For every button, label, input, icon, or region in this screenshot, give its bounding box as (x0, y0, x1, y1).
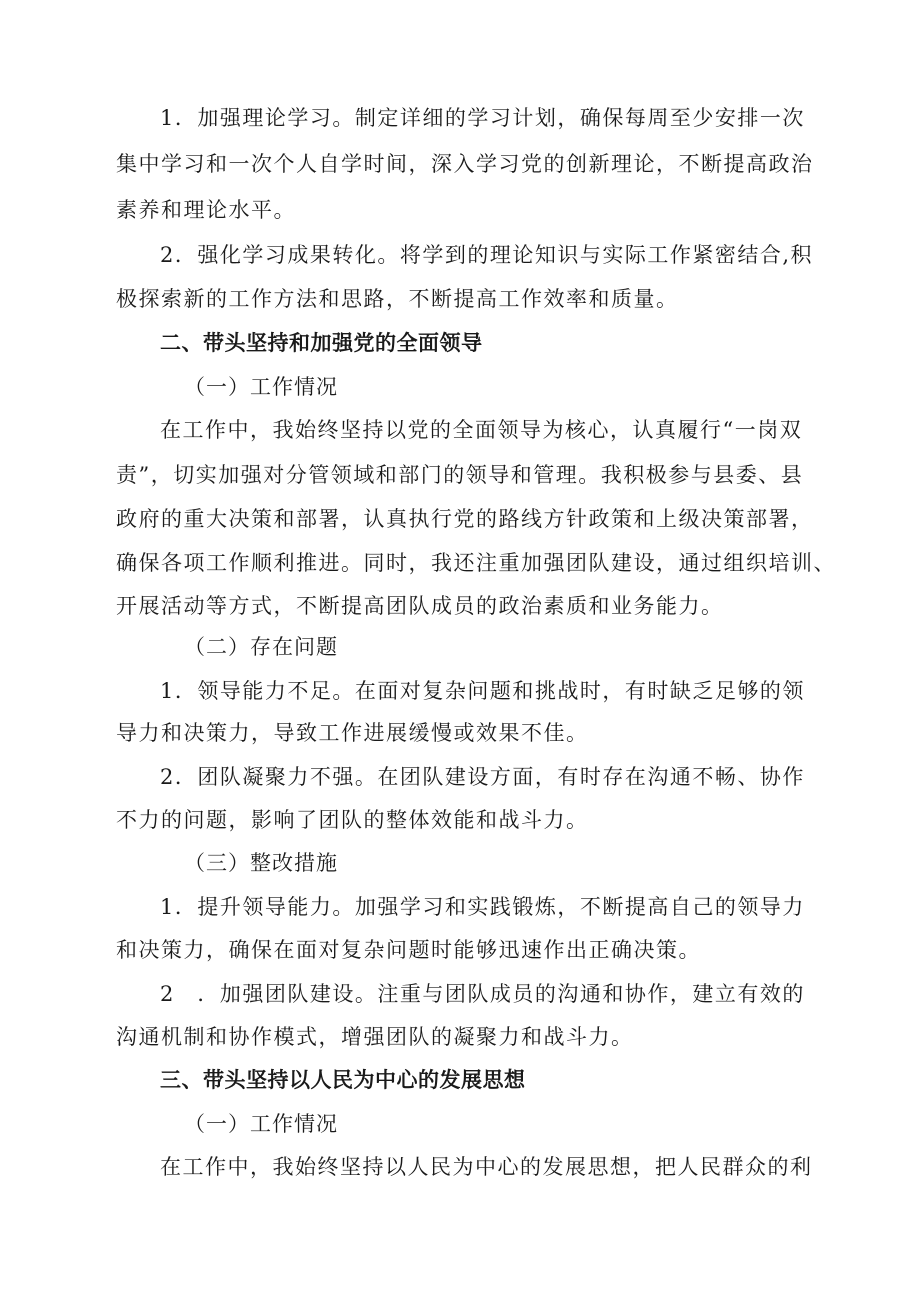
paragraph-line: 开展活动等方式，不断提高团队成员的政治素质和业务能力。 (116, 594, 724, 618)
paragraph-line: 在工作中，我始终坚持以党的全面领导为核心，认真履行“一岗双 (160, 418, 803, 442)
paragraph-line: 1．加强理论学习。制定详细的学习计划，确保每周至少安排一次 (160, 106, 805, 130)
paragraph-line: 确保各项工作顺利推进。同时，我还注重加强团队建设，通过组织培训、 (116, 551, 836, 575)
subsection-heading: （一）工作情况 (184, 1112, 338, 1136)
paragraph-line: 和决策力，确保在面对复杂问题时能够迅速作出正确决策。 (116, 938, 701, 962)
subsection-heading: （三）整改措施 (184, 851, 338, 875)
paragraph-line: 素养和理论水平。 (116, 198, 296, 222)
paragraph-line: 极探索新的工作方法和思路，不断提高工作效率和质量。 (116, 287, 679, 311)
paragraph-line: 2．团队凝聚力不强。在团队建设方面，有时存在沟通不畅、协作 (160, 765, 805, 789)
subsection-heading: （一）工作情况 (184, 375, 338, 399)
paragraph-line: 不力的问题，影响了团队的整体效能和战斗力。 (116, 808, 589, 832)
paragraph-line: 2．强化学习成果转化。将学到的理论知识与实际工作紧密结合,积 (160, 243, 814, 267)
paragraph-line: 集中学习和一次个人自学时间，深入学习党的创新理论，不断提高政治 (116, 152, 814, 176)
paragraph-line: 导力和决策力，导致工作进展缓慢或效果不佳。 (116, 721, 589, 745)
paragraph-line: 2 ．加强团队建设。注重与团队成员的沟通和协作，建立有效的 (160, 982, 805, 1006)
section-heading: 二、带头坚持和加强党的全面领导 (160, 331, 483, 355)
section-heading: 三、带头坚持以人民为中心的发展思想 (160, 1068, 526, 1092)
paragraph-line: 责”，切实加强对分管领域和部门的领导和管理。我积极参与县委、县 (116, 463, 804, 487)
paragraph-line: 沟通机制和协作模式，增强团队的凝聚力和战斗力。 (116, 1025, 634, 1049)
paragraph-line: 1．领导能力不足。在面对复杂问题和挑战时，有时缺乏足够的领 (160, 679, 805, 703)
subsection-heading: （二）存在问题 (184, 635, 338, 659)
paragraph-line: 在工作中，我始终坚持以人民为中心的发展思想，把人民群众的利 (160, 1155, 813, 1179)
paragraph-line: 1．提升领导能力。加强学习和实践锻炼，不断提高自己的领导力 (160, 895, 805, 919)
paragraph-line: 政府的重大决策和部署，认真执行党的路线方针政策和上级决策部署， (116, 507, 814, 531)
